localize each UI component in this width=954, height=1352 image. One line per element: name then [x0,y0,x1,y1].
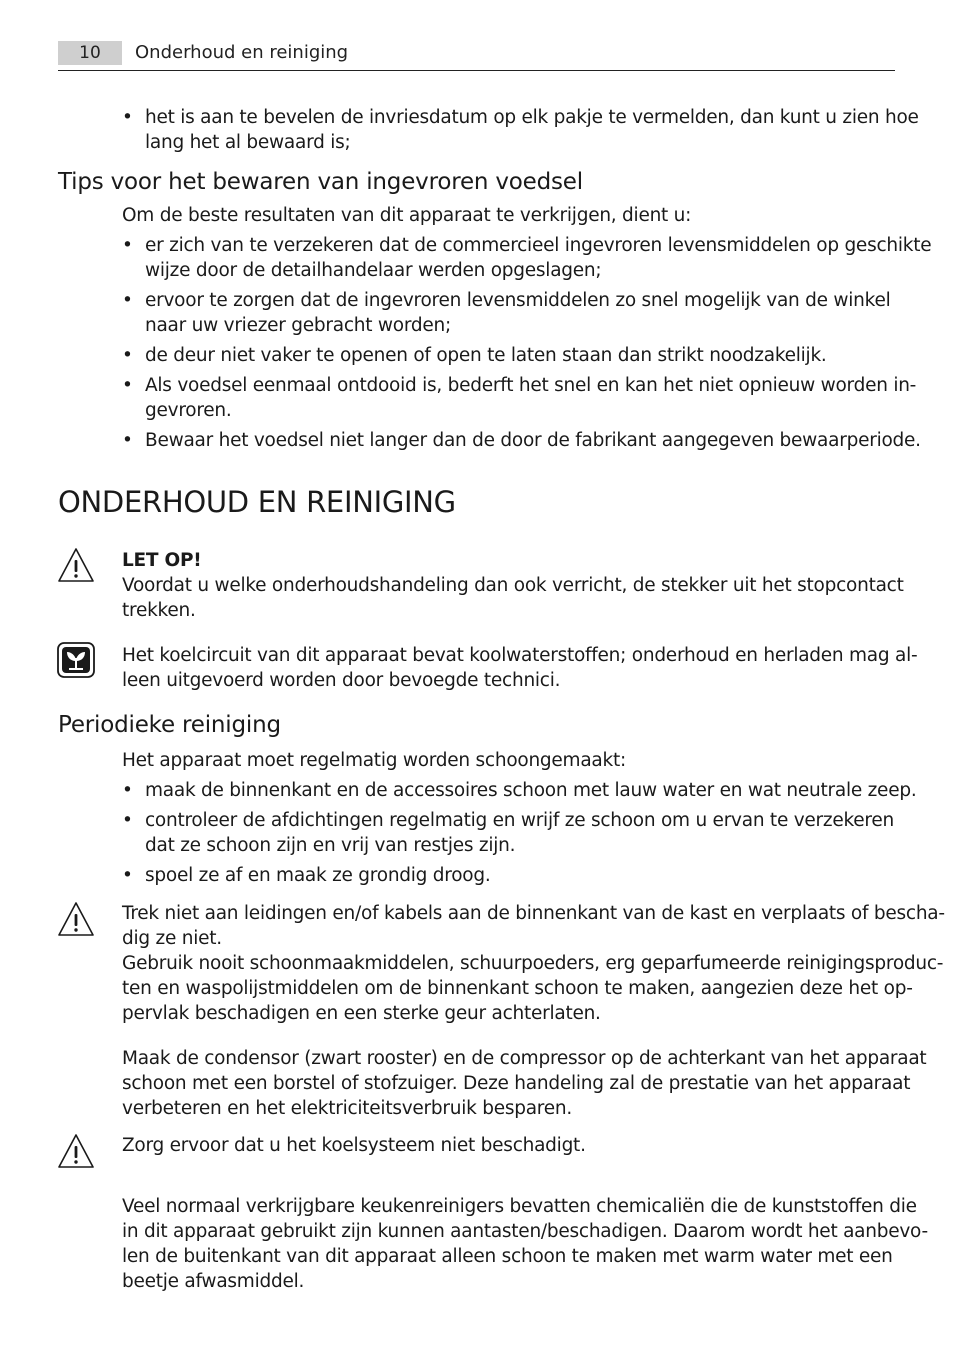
running-title: Onderhoud en reiniging [135,42,349,63]
list-item-line: ervoor te zorgen dat de ingevroren levensmiddelen zo snel mogelijk van de winkel [145,290,891,311]
bullet-dot: • [122,375,133,396]
list-item-line: het is aan te bevelen de invriesdatum op elk pakje te vermelden, dan kunt u zien hoe [145,107,919,128]
paragraph-line: beetje afwasmiddel. [122,1271,305,1292]
bullet-dot: • [122,345,133,366]
bullet-dot: • [122,107,133,128]
warning-text-line: Gebruik nooit schoonmaakmiddelen, schuurpoeders, erg geparfumeerde reinigingsproduc- [122,953,944,974]
environment-text-line: Het koelcircuit van dit apparaat bevat koolwaterstoffen; onderhoud en herladen mag al- [122,645,918,666]
bullet-dot: • [122,430,133,451]
warning-text-line: Trek niet aan leidingen en/of kabels aan de binnenkant van de kast en verplaats of bescha- [122,903,945,924]
chapter-title: ONDERHOUD EN REINIGING [58,485,456,519]
list-item-line: spoel ze af en maak ze grondig droog. [145,865,491,886]
paragraph-line: Maak de condensor (zwart rooster) en de compressor op de achterkant van het apparaat [122,1048,927,1069]
bullet-dot: • [122,235,133,256]
warning-triangle-icon [56,1132,96,1172]
paragraph-line: verbeteren en het elektriciteitsverbruik besparen. [122,1098,572,1119]
warning-title: LET OP! [122,550,202,571]
warning-text-line: trekken. [122,600,196,621]
bullet-dot: • [122,290,133,311]
warning-text-line: ten en waspolijstmiddelen om de binnenkant schoon te maken, aangezien deze het op- [122,978,913,999]
paragraph-line: in dit apparaat gebruikt zijn kunnen aantasten/beschadigen. Daarom wordt het aanbevo- [122,1221,928,1242]
periodiek-lead: Het apparaat moet regelmatig worden schoongemaakt: [122,750,626,771]
list-item-line: gevroren. [145,400,232,421]
list-item-line: naar uw vriezer gebracht worden; [145,315,451,336]
warning-text-line: dig ze niet. [122,928,222,949]
paragraph-line: len de buitenkant van dit apparaat alleen schoon te maken met warm water met een [122,1246,893,1267]
page-number: 10 [58,41,122,65]
warning-triangle-icon [56,546,96,586]
list-item-line: er zich van te verzekeren dat de commercieel ingevroren levensmiddelen op geschikte [145,235,932,256]
warning-text-line: pervlak beschadigen en een sterke geur achterlaten. [122,1003,601,1024]
page-header [58,40,895,71]
tips-lead: Om de beste resultaten van dit apparaat te verkrijgen, dient u: [122,205,692,226]
list-item-line: Als voedsel eenmaal ontdooid is, bederft het snel en kan het niet opnieuw worden in- [145,375,917,396]
list-item-line: lang het al bewaard is; [145,132,351,153]
section-heading-periodiek: Periodieke reiniging [58,712,281,738]
warning-triangle-icon [56,900,96,940]
paragraph-line: schoon met een borstel of stofzuiger. Deze handeling zal de prestatie van het apparaat [122,1073,911,1094]
list-item-line: maak de binnenkant en de accessoires schoon met lauw water en wat neutrale zeep. [145,780,917,801]
bullet-dot: • [122,810,133,831]
environment-text-line: leen uitgevoerd worden door bevoegde technici. [122,670,561,691]
list-item-line: wijze door de detailhandelaar werden opgeslagen; [145,260,602,281]
warning-text-line: Zorg ervoor dat u het koelsysteem niet beschadigt. [122,1135,586,1156]
bullet-dot: • [122,780,133,801]
bullet-dot: • [122,865,133,886]
environment-icon [56,641,96,681]
paragraph-line: Veel normaal verkrijgbare keukenreinigers bevatten chemicaliën die de kunststoffen die [122,1196,917,1217]
section-heading-tips: Tips voor het bewaren van ingevroren voedsel [58,169,583,195]
list-item-line: Bewaar het voedsel niet langer dan de door de fabrikant aangegeven bewaarperiode. [145,430,921,451]
warning-text-line: Voordat u welke onderhoudshandeling dan ook verricht, de stekker uit het stopcontact [122,575,904,596]
list-item-line: dat ze schoon zijn en vrij van restjes zijn. [145,835,516,856]
list-item-line: controleer de afdichtingen regelmatig en wrijf ze schoon om u ervan te verzekeren [145,810,894,831]
list-item-line: de deur niet vaker te openen of open te laten staan dan strikt noodzakelijk. [145,345,827,366]
